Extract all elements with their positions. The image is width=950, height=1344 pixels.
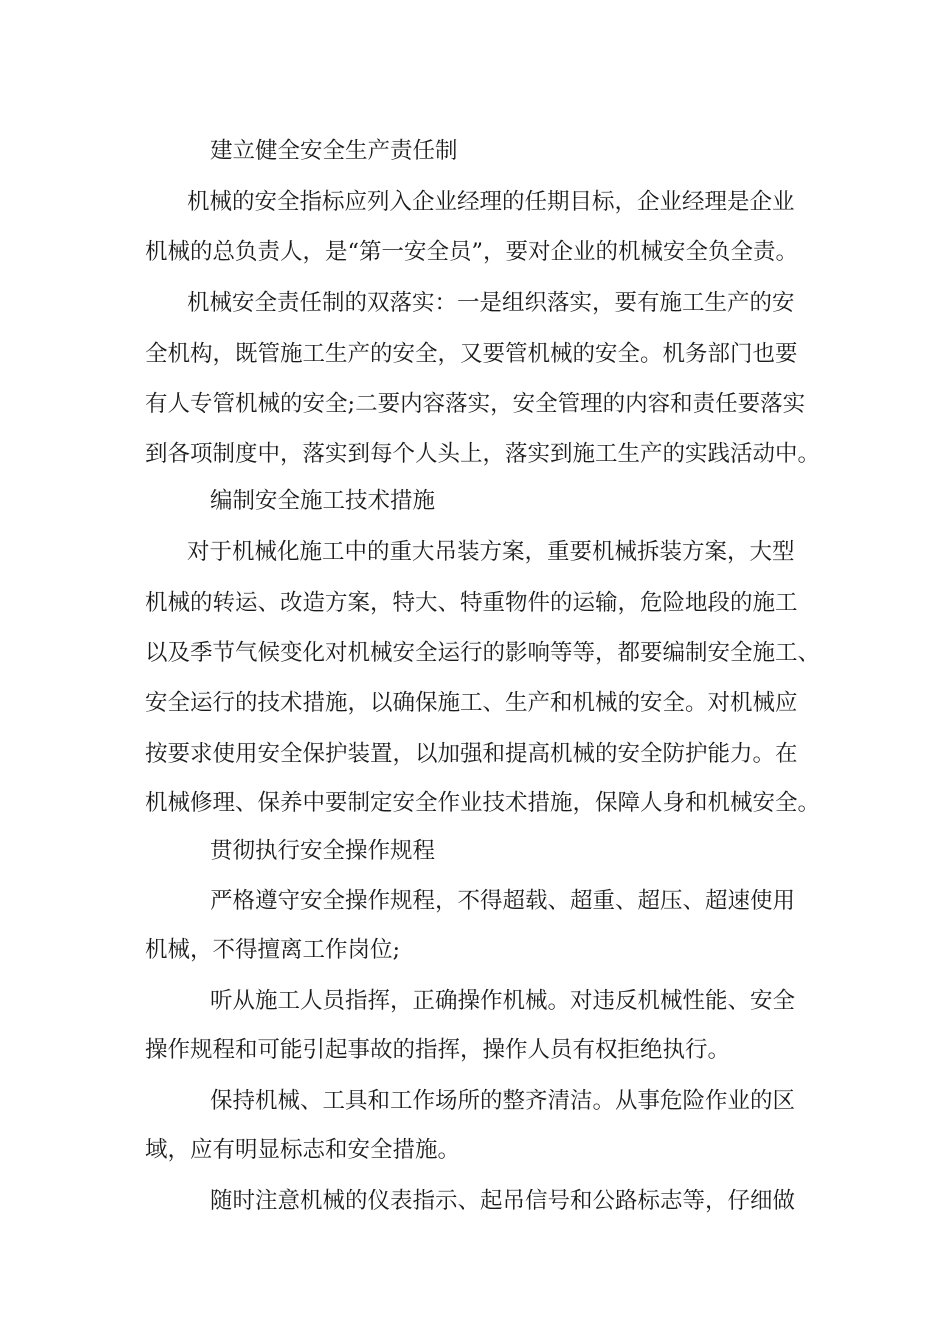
section-heading: 编制安全施工技术措施	[210, 488, 436, 514]
paragraph-line: 机械安全责任制的双落实：一是组织落实，要有施工生产的安	[187, 290, 795, 316]
paragraph-line: 机械的安全指标应列入企业经理的任期目标，企业经理是企业	[187, 189, 795, 215]
paragraph-line: 严格遵守安全操作规程，不得超载、超重、超压、超速使用	[210, 888, 796, 914]
paragraph-line: 以及季节气候变化对机械安全运行的影响等等，都要编制安全施工、	[145, 640, 821, 666]
paragraph-line: 域，应有明显标志和安全措施。	[145, 1137, 461, 1163]
paragraph-line: 机械的总负责人，是“第一安全员”，要对企业的机械安全负全责。	[145, 239, 799, 265]
section-heading: 贯彻执行安全操作规程	[210, 838, 436, 864]
paragraph-line: 操作规程和可能引起事故的指挥，操作人员有权拒绝执行。	[145, 1037, 731, 1063]
paragraph-line: 全机构，既管施工生产的安全，又要管机械的安全。机务部门也要	[145, 341, 798, 367]
paragraph-line: 机械修理、保养中要制定安全作业技术措施，保障人身和机械安全。	[145, 790, 821, 816]
paragraph-line: 对于机械化施工中的重大吊装方案，重要机械拆装方案，大型	[187, 539, 795, 565]
paragraph-line: 机械，不得擅离工作岗位;	[145, 937, 401, 963]
paragraph-line: 听从施工人员指挥，正确操作机械。对违反机械性能、安全	[210, 988, 796, 1014]
paragraph-line: 保持机械、工具和工作场所的整齐清洁。从事危险作业的区	[210, 1088, 796, 1114]
paragraph-line: 到各项制度中，落实到每个人头上，落实到施工生产的实践活动中。	[145, 441, 821, 467]
paragraph-line: 按要求使用安全保护装置，以加强和提高机械的安全防护能力。在	[145, 741, 798, 767]
paragraph-line: 安全运行的技术措施，以确保施工、生产和机械的安全。对机械应	[145, 690, 798, 716]
section-heading: 建立健全安全生产责任制	[210, 138, 458, 164]
paragraph-line: 随时注意机械的仪表指示、起吊信号和公路标志等，仔细做	[210, 1188, 796, 1214]
paragraph-line: 机械的转运、改造方案，特大、特重物件的运输，危险地段的施工	[145, 590, 798, 616]
paragraph-line: 有人专管机械的安全;二要内容落实，安全管理的内容和责任要落实	[145, 391, 806, 417]
